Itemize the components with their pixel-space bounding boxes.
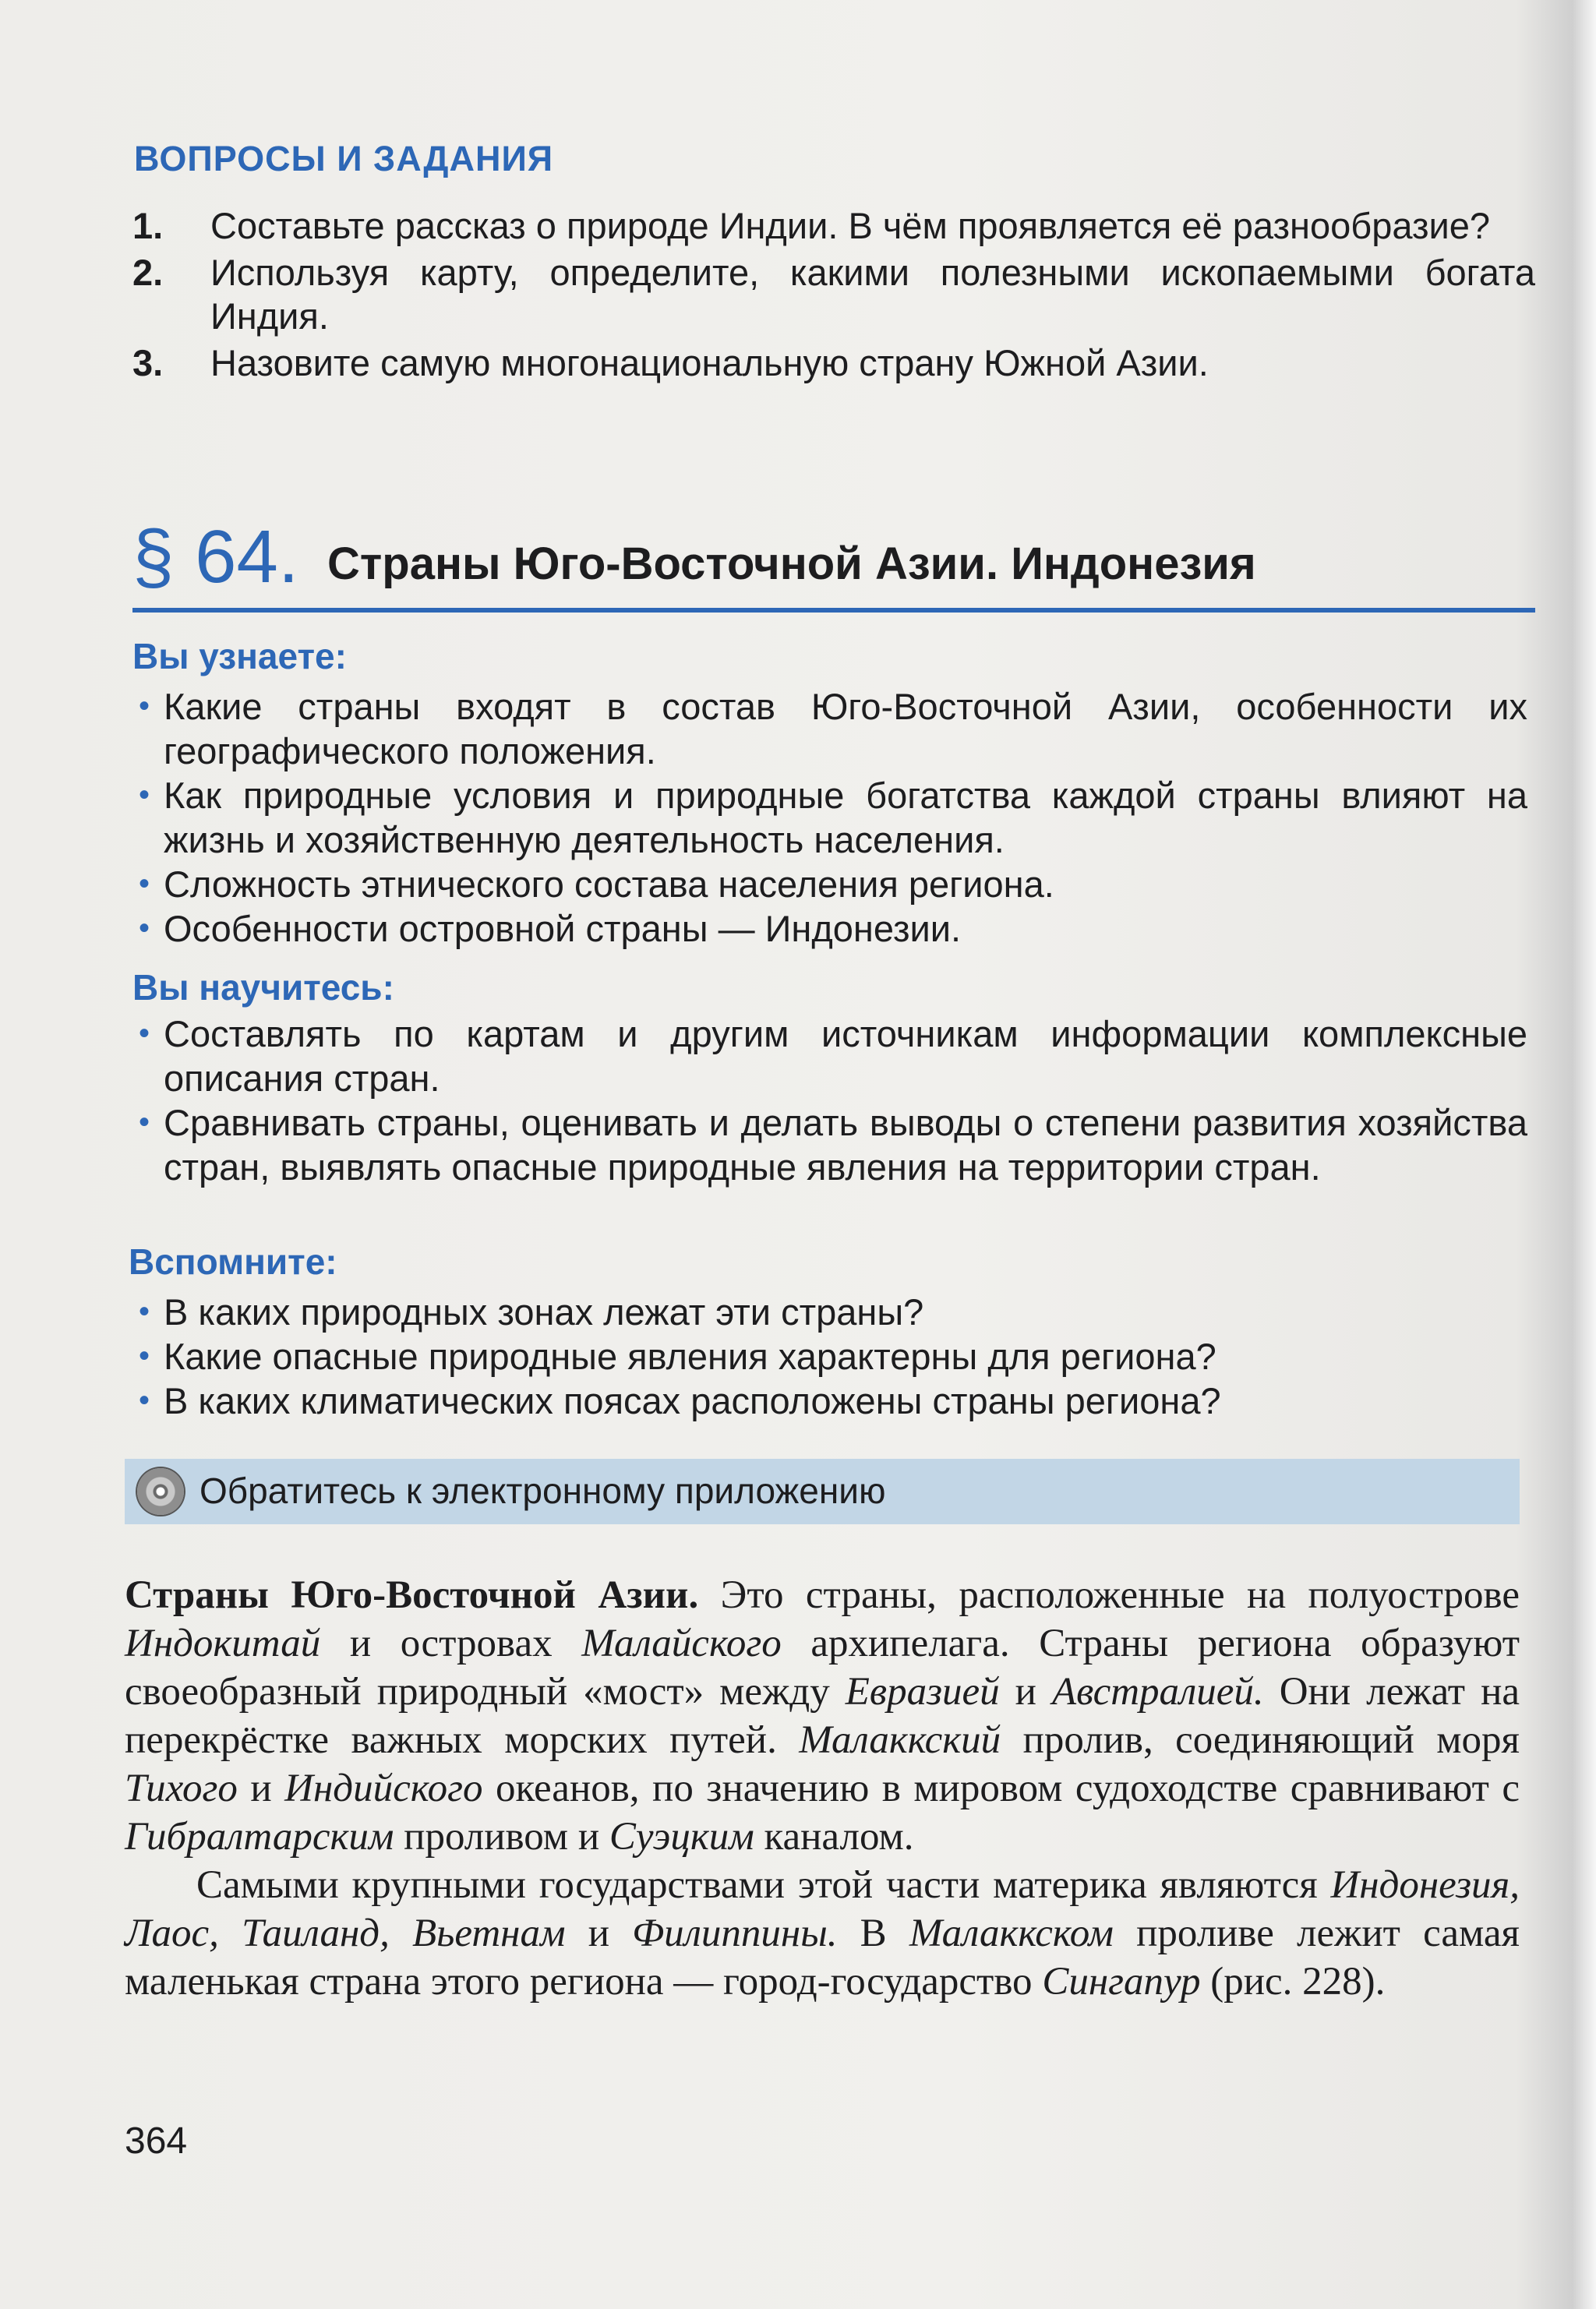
- question-item: [132, 341, 1535, 385]
- place-name: Евразией: [845, 1670, 1000, 1714]
- place-name: Индонезия,: [1330, 1863, 1520, 1907]
- questions-heading: ВОПРОСЫ И ЗАДАНИЯ: [134, 139, 554, 178]
- text-run: и: [999, 1670, 1052, 1714]
- place-name: Сингапур: [1042, 1960, 1201, 2004]
- bullet-icon: •: [138, 867, 150, 901]
- list-item: [125, 773, 1527, 862]
- questions-list: [132, 204, 1535, 388]
- bullet-icon: •: [138, 1016, 150, 1050]
- section-title: Страны Юго-Восточной Азии. Индонезия: [327, 538, 1256, 589]
- question-text: Назовите самую многонациональную страну Южной Азии.: [210, 342, 1209, 383]
- skills-title: Вы научитесь:: [132, 967, 394, 1008]
- question-item: [132, 251, 1535, 338]
- text-run: и островах: [320, 1622, 582, 1665]
- place-name: Малайского: [581, 1622, 782, 1665]
- list-item-text: Сложность этнического состава населения региона.: [164, 863, 1054, 905]
- list-item: [125, 906, 1527, 951]
- learn-list: [125, 684, 1527, 951]
- place-name: Таиланд,: [242, 1912, 390, 1955]
- disc-icon: [137, 1468, 184, 1515]
- text-run: океанов, по значению в мировом судоходстве сравнивают с: [482, 1767, 1520, 1810]
- place-name: Гибралтарским: [125, 1815, 394, 1859]
- paragraph-lead: Страны Юго-Восточной Азии.: [125, 1573, 699, 1617]
- list-item: [125, 1100, 1527, 1189]
- place-name: Лаос,: [125, 1912, 219, 1955]
- list-item-text: В каких природных зонах лежат эти страны?: [164, 1291, 924, 1333]
- text-run: В: [837, 1912, 909, 1955]
- bullet-icon: •: [138, 689, 150, 723]
- question-item: [132, 204, 1535, 248]
- section-header: [132, 514, 1535, 608]
- question-text: Используя карту, определите, какими полезными ископаемыми богата Индия.: [210, 252, 1535, 337]
- place-name: Суэцким: [609, 1815, 754, 1859]
- list-item-text: Сравнивать страны, оценивать и делать выводы о степени развития хозяйства стран, выявлять опасные природные явления на территории стран.: [164, 1102, 1527, 1188]
- place-name: Индийского: [284, 1767, 483, 1810]
- text-run: Это страны, расположенные на полуострове: [698, 1573, 1520, 1617]
- text-run: и: [565, 1912, 633, 1955]
- place-name: Филиппины.: [632, 1912, 838, 1955]
- body-text: [125, 1571, 1520, 2006]
- text-run: и: [237, 1767, 285, 1810]
- question-number: 2.: [132, 252, 164, 293]
- list-item-text: Составлять по картам и другим источникам информации комплексные описания стран.: [164, 1013, 1527, 1099]
- list-item-text: Какие опасные природные явления характерны для региона?: [164, 1336, 1216, 1377]
- electronic-supplement-banner[interactable]: [125, 1459, 1520, 1524]
- recall-list: [125, 1290, 1527, 1423]
- bullet-icon: •: [138, 1105, 150, 1139]
- skills-list: [125, 1012, 1527, 1189]
- banner-text: Обратитесь к электронному приложению: [200, 1470, 886, 1511]
- question-text: Составьте рассказ о природе Индии. В чём проявляется её разнообразие?: [210, 205, 1491, 246]
- bullet-icon: •: [138, 1383, 150, 1418]
- place-name: Малаккский: [799, 1718, 1001, 1762]
- text-run: Они лежат на перекрёстке важных морских путей.: [125, 1670, 1520, 1762]
- question-number: 1.: [132, 205, 164, 246]
- place-name: Малаккском: [909, 1912, 1114, 1955]
- learn-title: Вы узнаете:: [132, 636, 347, 676]
- list-item: [125, 684, 1527, 773]
- text-run: (рис. 228).: [1200, 1960, 1386, 2004]
- list-item: [125, 1379, 1527, 1423]
- section-divider: [132, 608, 1535, 613]
- text-run: [219, 1912, 242, 1955]
- place-name: Австралией.: [1051, 1670, 1264, 1714]
- list-item: [125, 862, 1527, 906]
- page-number: 364: [125, 2120, 188, 2162]
- paragraph: [125, 1861, 1520, 2006]
- bullet-icon: •: [138, 911, 150, 945]
- list-item-text: Какие страны входят в состав Юго-Восточной Азии, особенности их географического положения.: [164, 686, 1527, 771]
- text-run: проливе лежит самая маленькая страна этого региона — город-государство: [125, 1912, 1520, 2004]
- list-item: [125, 1290, 1527, 1334]
- text-run: пролив, соединяющий моря: [1001, 1718, 1520, 1762]
- list-item: [125, 1334, 1527, 1379]
- list-item: [125, 1012, 1527, 1100]
- recall-title: Вспомните:: [129, 1241, 337, 1282]
- place-name: Вьетнам: [412, 1912, 566, 1955]
- section-number: § 64.: [132, 515, 299, 598]
- list-item-text: Как природные условия и природные богатства каждой страны влияют на жизнь и хозяйственную деятельность населения.: [164, 775, 1527, 860]
- list-item-text: Особенности островной страны — Индонезии.: [164, 908, 962, 949]
- question-number: 3.: [132, 342, 164, 383]
- text-run: каналом.: [754, 1815, 914, 1859]
- paragraph: [125, 1571, 1520, 1861]
- bullet-icon: •: [138, 1339, 150, 1373]
- place-name: Тихого: [125, 1767, 238, 1810]
- list-item-text: В каких климатических поясах расположены страны региона?: [164, 1380, 1221, 1421]
- place-name: Индокитай: [125, 1622, 321, 1665]
- bullet-icon: •: [138, 778, 150, 812]
- text-run: проливом и: [394, 1815, 609, 1859]
- bullet-icon: •: [138, 1294, 150, 1329]
- text-run: Самыми крупными государствами этой части материка являются: [196, 1863, 1331, 1907]
- text-run: [390, 1912, 412, 1955]
- text-run: архипелага. Страны региона образуют своеобразный природный «мост» между: [125, 1622, 1520, 1714]
